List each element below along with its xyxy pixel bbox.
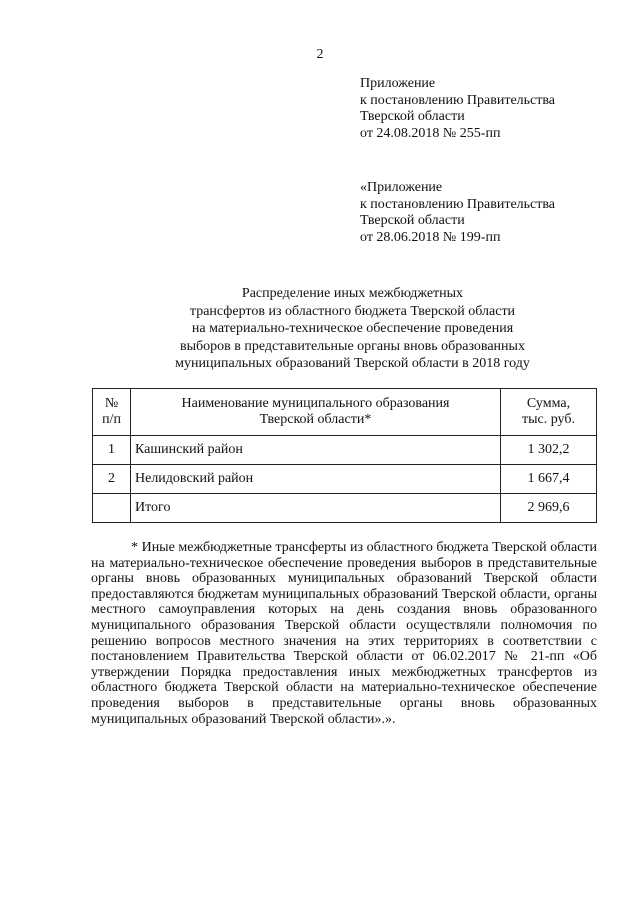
appendix-date-number: от 24.08.2018 № 255-пп (360, 125, 501, 141)
appendix-line: Приложение (360, 76, 436, 91)
appendix-line: Тверской области (360, 213, 465, 228)
row-number: 2 (93, 465, 131, 494)
distribution-table (92, 388, 597, 523)
document-title (90, 285, 615, 373)
footnote (91, 540, 597, 727)
header-number (93, 389, 131, 436)
appendix-line: «Приложение (360, 180, 443, 195)
title-line: на материально-техническое обеспечение проведения (191, 321, 514, 336)
row-number: 1 (93, 436, 131, 465)
title-line: Распределение иных межбюджетных (241, 286, 464, 301)
appendix-line: к постановлению Правительства (360, 92, 556, 108)
row-municipality: Нелидовский район (131, 465, 501, 494)
row-municipality: Кашинский район (131, 436, 501, 465)
appendix-date-number: от 28.06.2018 № 199-пп (360, 229, 501, 245)
header-municipality-line: Наименование муниципального образования (181, 396, 450, 411)
total-number (93, 494, 131, 523)
row-amount: 1 667,4 (501, 465, 597, 494)
header-municipality-line: Тверской области* (259, 412, 372, 427)
appendix-header-current (360, 76, 555, 142)
footnote-text: * Иные межбюджетные трансферты из областного бюджета Тверской области на материально-техническое обеспечение проведения выборов в представительные органы вновь образованных муниципальных образований Тверской области предоставляются бюджетам муниципальных образований Тверской области, органы местного самоуправления которых на день создания вновь образованного муниципального образования Тверской области осуществляли полномочия по решению вопросов местного значения на этих территориях в соответствии с постановлением Правительства Тверской области от 06.02.2017 № 21-пп «Об утверждении Порядка предоставления иных межбюджетных трансфертов из областного бюджета Тверской области на материально-техническое обеспечение проведения выборов в представительные органы вновь образованных муниципальных образований Тверской области».». (91, 540, 597, 727)
table-row (93, 465, 597, 494)
table-header-row (93, 389, 597, 436)
table-total-row (93, 494, 597, 523)
header-municipality (131, 389, 501, 436)
page-number: 2 (316, 47, 324, 62)
appendix-line: к постановлению Правительства (360, 196, 556, 212)
table-row (93, 436, 597, 465)
header-amount-line: Сумма, (526, 396, 571, 411)
header-amount-line: тыс. руб. (522, 412, 575, 427)
appendix-line: Тверской области (360, 109, 465, 124)
row-amount: 1 302,2 (501, 436, 597, 465)
header-amount (501, 389, 597, 436)
total-label: Итого (131, 494, 501, 523)
title-line: выборов в представительные органы вновь образованных (180, 338, 525, 354)
header-number-line: п/п (102, 412, 121, 427)
title-line: трансфертов из областного бюджета Тверской области (189, 303, 516, 319)
title-line: муниципальных образований Тверской области в 2018 году (175, 356, 530, 371)
appendix-header-previous (360, 180, 555, 246)
total-amount: 2 969,6 (501, 494, 597, 523)
header-number-line: № (104, 396, 119, 411)
